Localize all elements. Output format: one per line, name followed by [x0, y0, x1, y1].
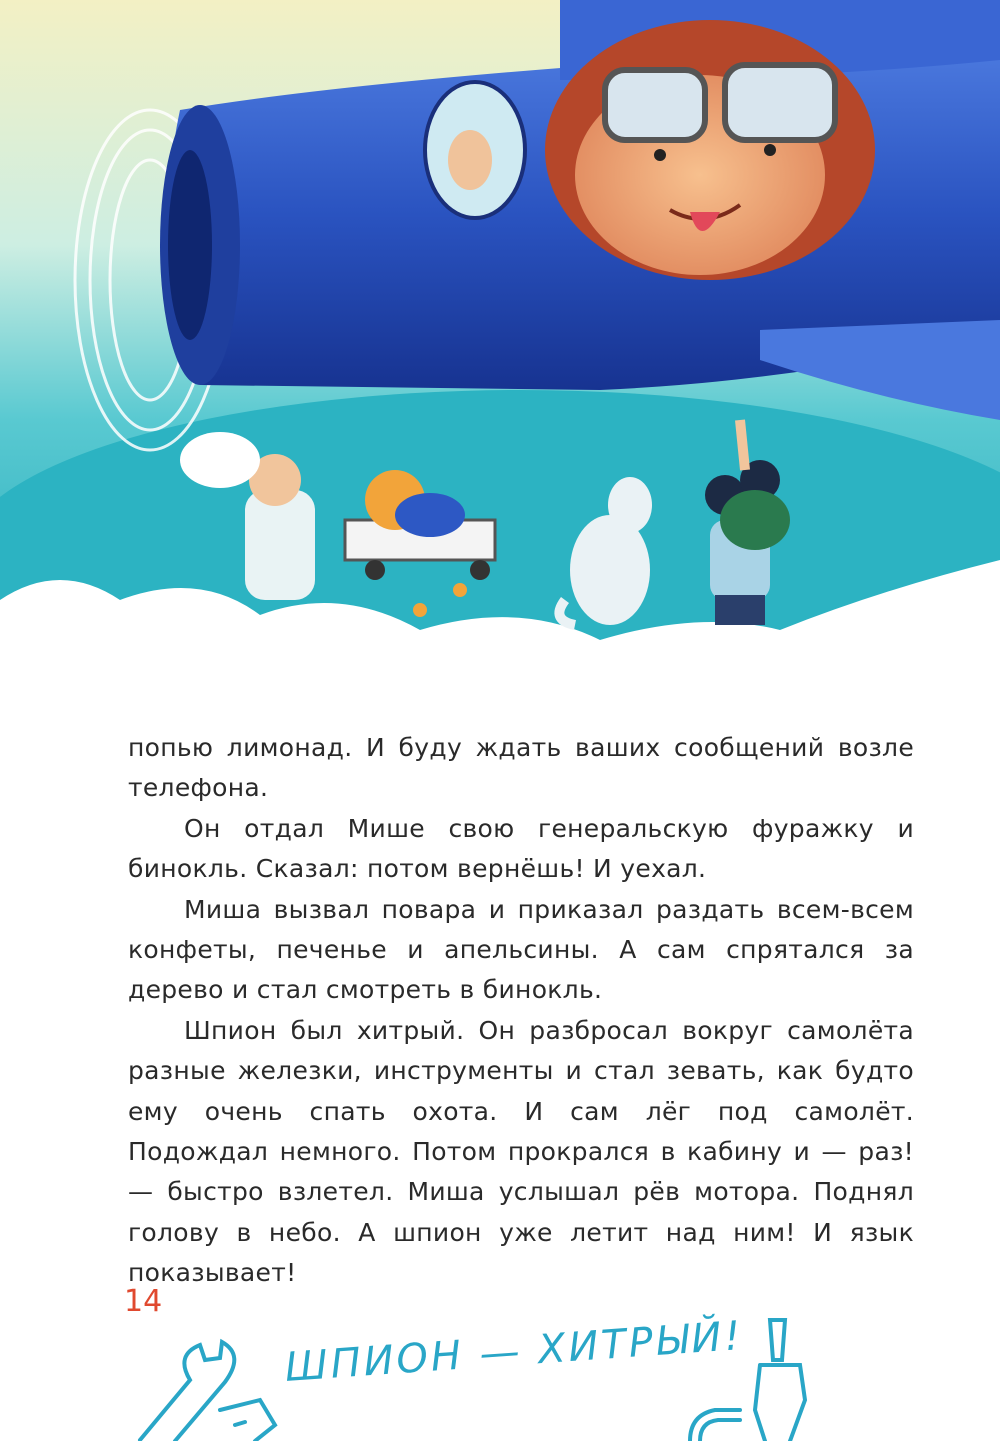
page-number: 14 — [124, 1284, 163, 1319]
spy-pilot — [545, 20, 875, 280]
story-illustration — [0, 0, 1000, 700]
story-paragraph-4: Шпион был хитрый. Он разбросал вокруг самолёта разные железки, инструменты и стал зевать, как будто ему очень спать охота. И сам лёг под самолёт. Подождал немного. Потом прокрался в кабину и — раз! — быстро взлетел. Миша услышал рёв мотора. Поднял голову в небо. А шпион уже летит над ним! И язык показывает! — [128, 1015, 914, 1288]
story-text — [128, 728, 914, 1294]
story-paragraph-1: попью лимонад. И буду ждать ваших сообщений возле телефона. — [128, 733, 914, 803]
footer-caption: ШПИОН — ХИТРЫЙ! — [283, 1313, 745, 1391]
story-paragraph-3: Миша вызвал повара и приказал раздать всем-всем конфеты, печенье и апельсины. А сам спрятался за дерево и стал смотреть в бинокль. — [128, 894, 914, 1005]
story-paragraph-2: Он отдал Мише свою генеральскую фуражку и бинокль. Сказал: потом вернёшь! И уехал. — [128, 813, 914, 884]
airplane-spy-illustration — [0, 0, 1000, 700]
